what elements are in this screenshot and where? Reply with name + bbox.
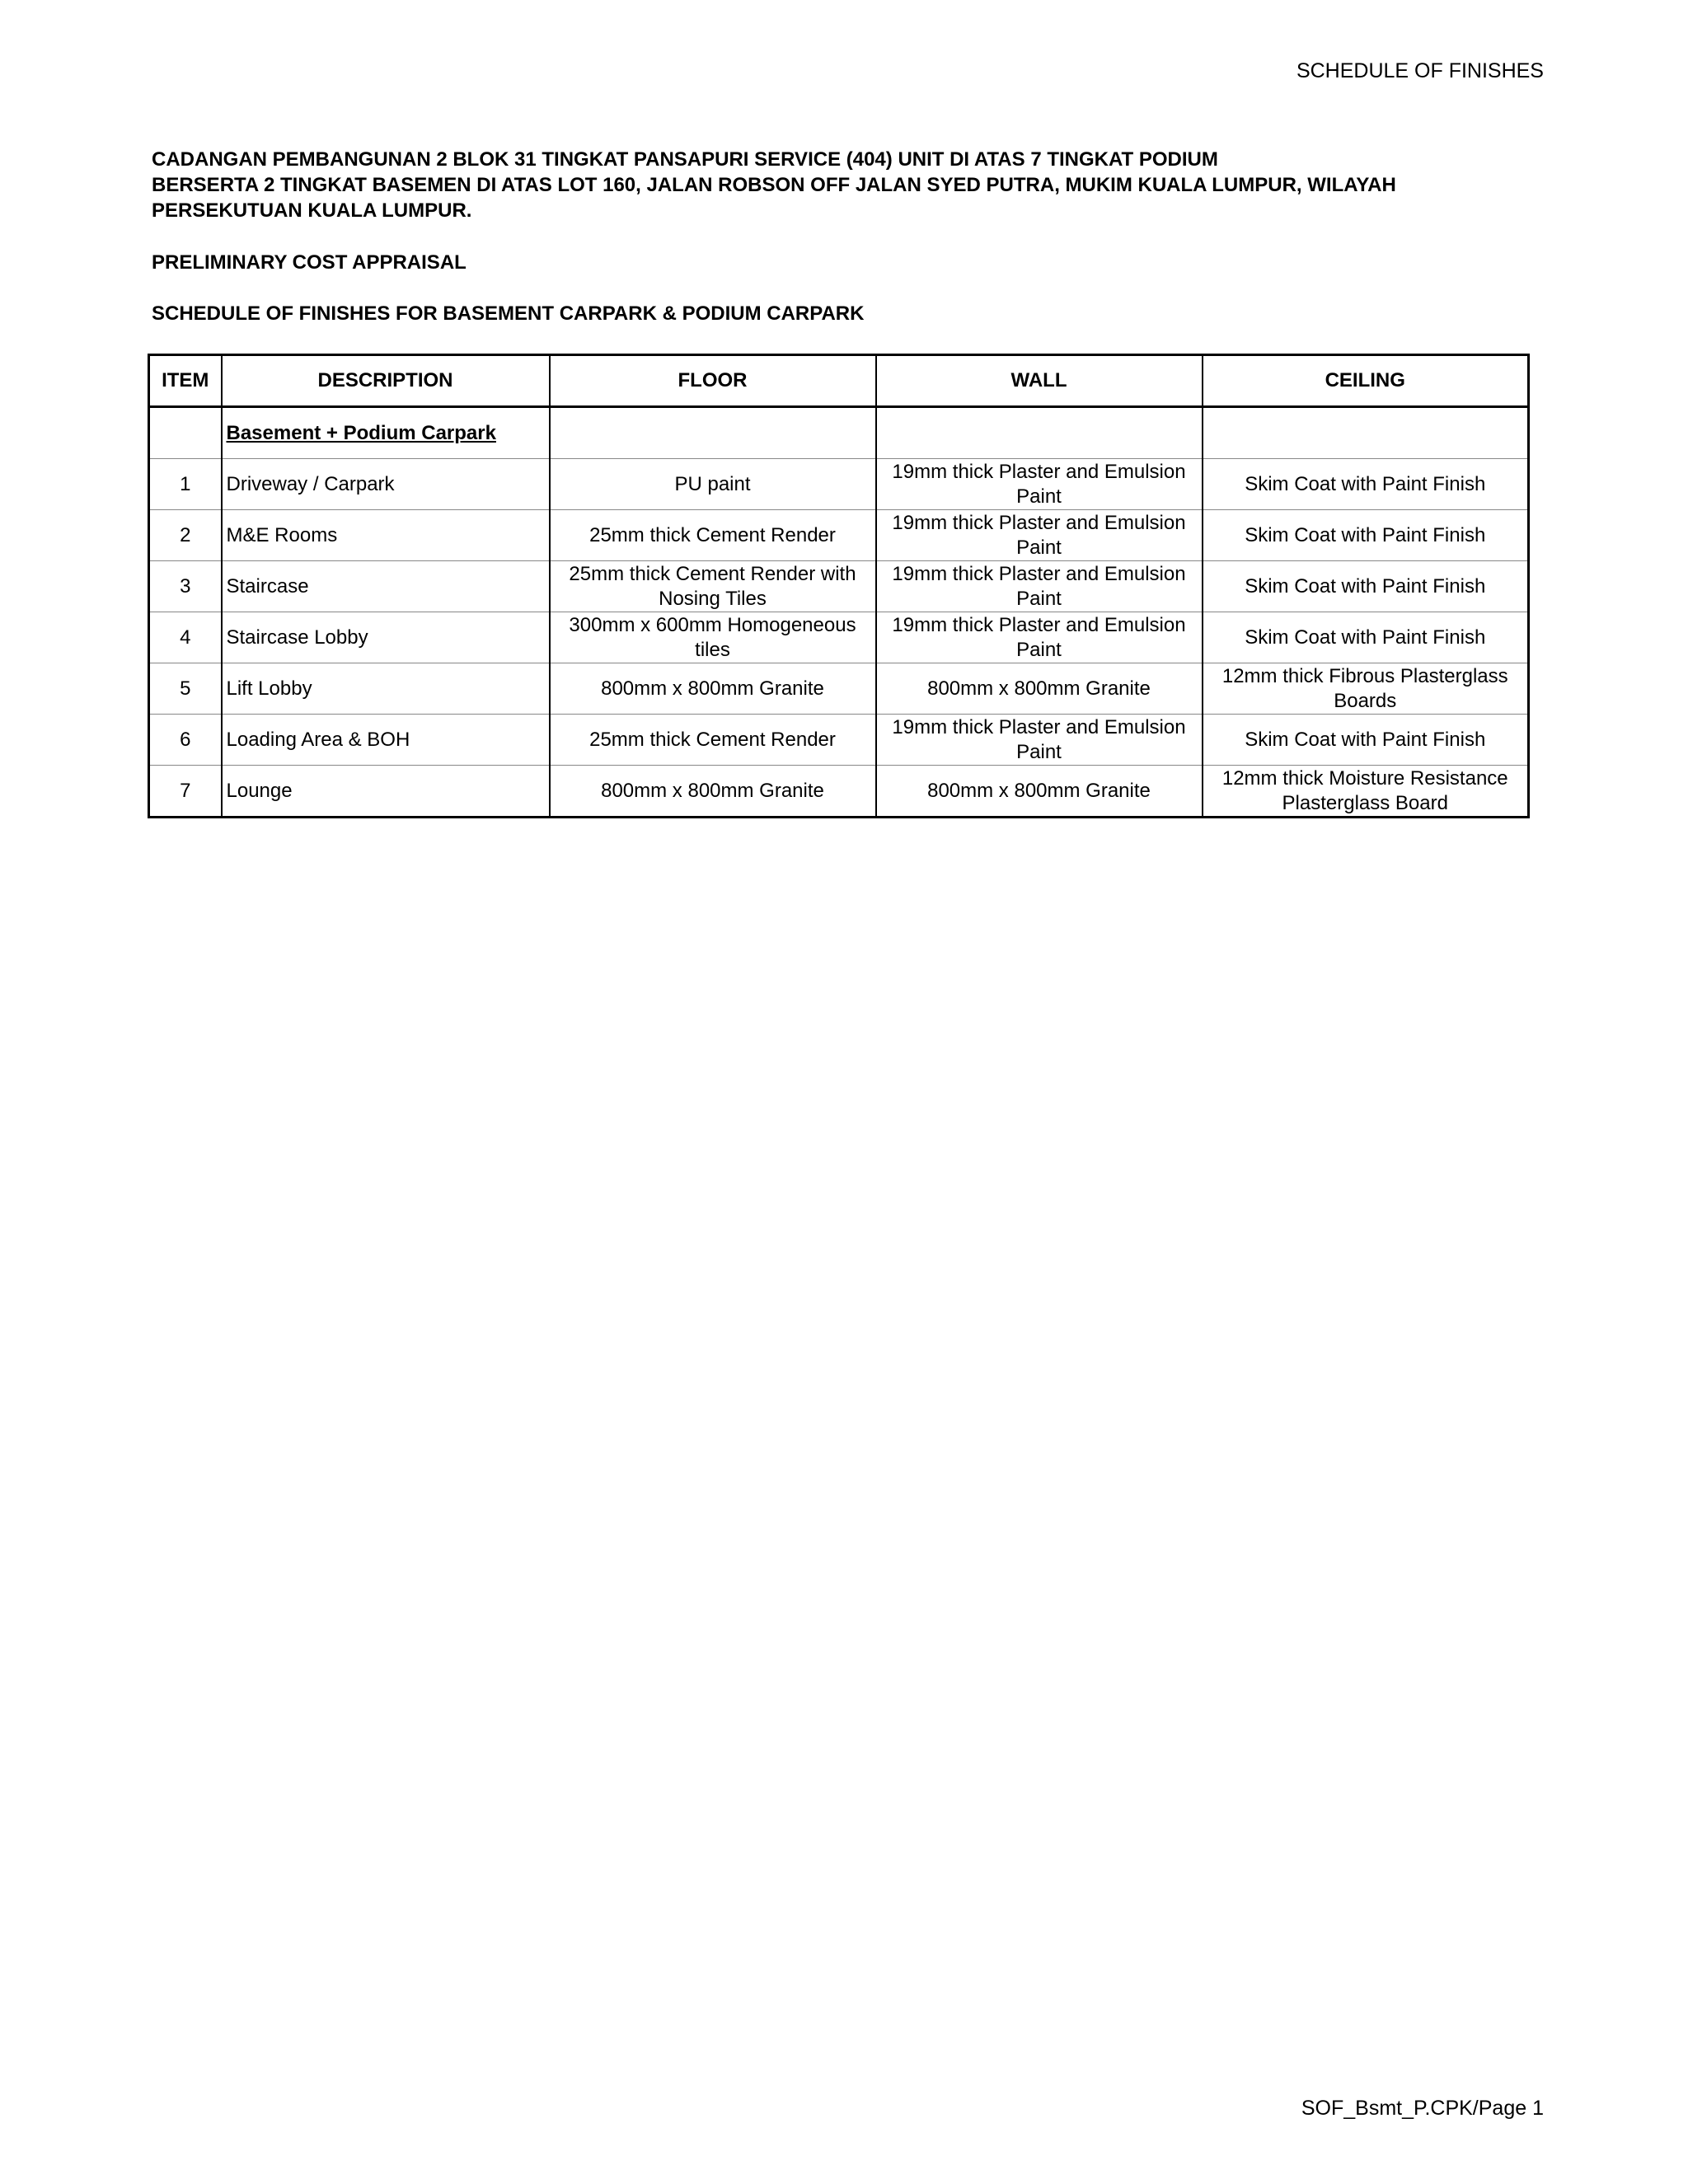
ceiling-cell: 12mm thick Fibrous Plasterglass Boards [1203, 663, 1529, 715]
description-cell: Lounge [222, 766, 550, 818]
wall-cell: 19mm thick Plaster and Emulsion Paint [876, 612, 1203, 663]
wall-cell: 19mm thick Plaster and Emulsion Paint [876, 459, 1203, 510]
floor-cell: 25mm thick Cement Render with Nosing Tiles [550, 561, 876, 612]
description-cell: Lift Lobby [222, 663, 550, 715]
table-row [149, 510, 1529, 561]
ceiling-cell: Skim Coat with Paint Finish [1203, 561, 1529, 612]
item-cell: 7 [149, 766, 222, 818]
ceiling-cell: Skim Coat with Paint Finish [1203, 612, 1529, 663]
section-ceiling-cell [1203, 407, 1529, 459]
section-floor-cell [550, 407, 876, 459]
wall-cell: 19mm thick Plaster and Emulsion Paint [876, 715, 1203, 766]
project-title-line: CADANGAN PEMBANGUNAN 2 BLOK 31 TINGKAT PANSAPURI SERVICE (404) UNIT DI ATAS 7 TINGKAT PODIUM [152, 148, 1218, 171]
table-row [149, 561, 1529, 612]
ceiling-cell: Skim Coat with Paint Finish [1203, 510, 1529, 561]
section-label: Basement + Podium Carpark [222, 407, 550, 459]
floor-cell: 25mm thick Cement Render [550, 510, 876, 561]
page-footer: SOF_Bsmt_P.CPK/Page 1 [1301, 2097, 1544, 2120]
header-wall: WALL [876, 355, 1203, 407]
project-title-line: BERSERTA 2 TINGKAT BASEMEN DI ATAS LOT 160, JALAN ROBSON OFF JALAN SYED PUTRA, MUKIM KUALA LUMPUR, WILAYAH [152, 174, 1396, 196]
ceiling-cell: Skim Coat with Paint Finish [1203, 715, 1529, 766]
floor-cell: 800mm x 800mm Granite [550, 766, 876, 818]
header-item: ITEM [149, 355, 222, 407]
table-row [149, 459, 1529, 510]
table-row [149, 715, 1529, 766]
table-row [149, 766, 1529, 818]
header-description: DESCRIPTION [222, 355, 550, 407]
description-cell: Staircase Lobby [222, 612, 550, 663]
item-cell: 1 [149, 459, 222, 510]
section-wall-cell [876, 407, 1203, 459]
header-floor: FLOOR [550, 355, 876, 407]
wall-cell: 19mm thick Plaster and Emulsion Paint [876, 510, 1203, 561]
item-cell: 3 [149, 561, 222, 612]
description-cell: Loading Area & BOH [222, 715, 550, 766]
section-row [149, 407, 1529, 459]
table-row [149, 612, 1529, 663]
document-header-label: SCHEDULE OF FINISHES [1296, 59, 1544, 82]
description-cell: Staircase [222, 561, 550, 612]
schedule-heading: SCHEDULE OF FINISHES FOR BASEMENT CARPARK & PODIUM CARPARK [152, 302, 865, 325]
appraisal-heading: PRELIMINARY COST APPRAISAL [152, 251, 467, 274]
ceiling-cell: 12mm thick Moisture Resistance Plasterglass Board [1203, 766, 1529, 818]
description-cell: Driveway / Carpark [222, 459, 550, 510]
table-header-row [149, 355, 1529, 407]
project-title [152, 147, 1536, 223]
floor-cell: 25mm thick Cement Render [550, 715, 876, 766]
wall-cell: 19mm thick Plaster and Emulsion Paint [876, 561, 1203, 612]
ceiling-cell: Skim Coat with Paint Finish [1203, 459, 1529, 510]
floor-cell: PU paint [550, 459, 876, 510]
table-row [149, 663, 1529, 715]
floor-cell: 800mm x 800mm Granite [550, 663, 876, 715]
description-cell: M&E Rooms [222, 510, 550, 561]
item-cell: 2 [149, 510, 222, 561]
item-cell: 6 [149, 715, 222, 766]
wall-cell: 800mm x 800mm Granite [876, 766, 1203, 818]
item-cell: 4 [149, 612, 222, 663]
project-title-line: PERSEKUTUAN KUALA LUMPUR. [152, 199, 472, 222]
section-item-cell [149, 407, 222, 459]
finishes-table [148, 354, 1530, 818]
wall-cell: 800mm x 800mm Granite [876, 663, 1203, 715]
item-cell: 5 [149, 663, 222, 715]
floor-cell: 300mm x 600mm Homogeneous tiles [550, 612, 876, 663]
header-ceiling: CEILING [1203, 355, 1529, 407]
